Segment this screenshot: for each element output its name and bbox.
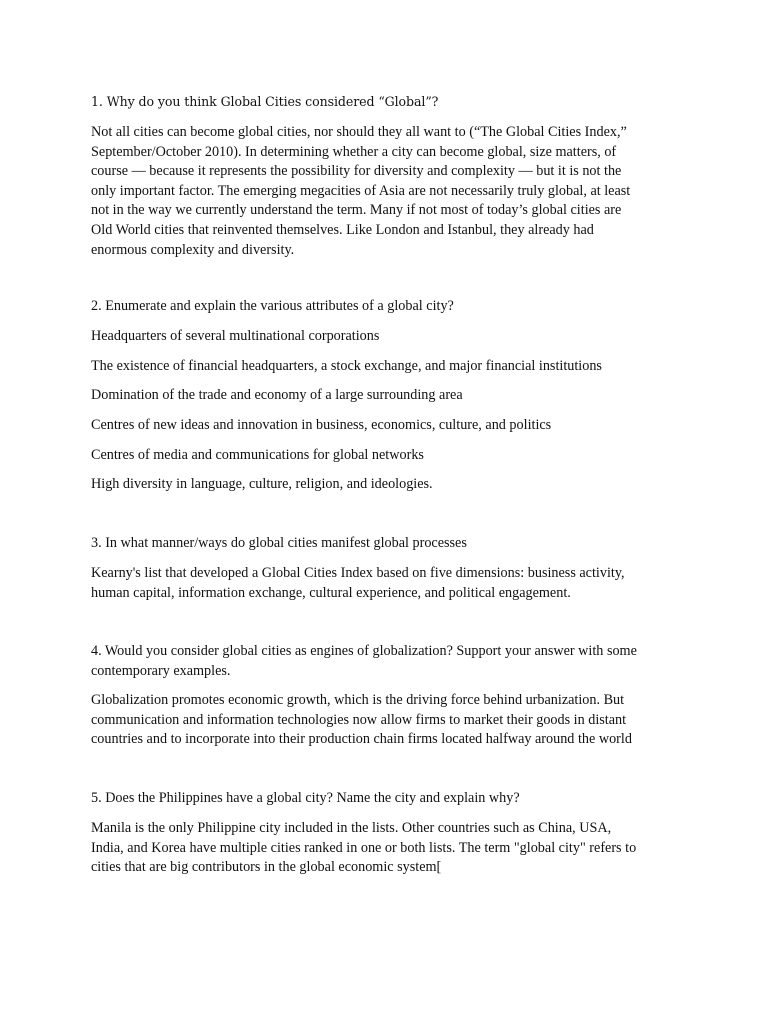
q3-answer-line: human capital, information exchange, cultural experience, and political engagement. bbox=[91, 584, 571, 601]
q3-title: 3. In what manner/ways do global cities manifest global processes bbox=[91, 535, 467, 551]
q2-attribute: The existence of financial headquarters, a stock exchange, and major financial institutions bbox=[91, 357, 602, 374]
q4-title-line: contemporary examples. bbox=[91, 662, 231, 679]
q2-attribute: Centres of new ideas and innovation in business, economics, culture, and politics bbox=[91, 417, 552, 433]
q1-answer-line: Old World cities that reinvented themselves. Like London and Istanbul, they already had bbox=[91, 222, 594, 238]
q5-title: 5. Does the Philippines have a global city? Name the city and explain why? bbox=[91, 790, 520, 806]
q3-answer-line: Kearny's list that developed a Global Cities Index based on five dimensions: business activity, bbox=[91, 565, 625, 581]
q5-answer-line: cities that are big contributors in the global economic system[ bbox=[91, 859, 442, 876]
q2-attribute: Domination of the trade and economy of a large surrounding area bbox=[91, 387, 463, 403]
q2-attribute: Centres of media and communications for global networks bbox=[91, 446, 424, 463]
q4-answer-line: countries and to incorporate into their production chain firms located halfway around the world bbox=[91, 731, 632, 748]
q5-answer-line: Manila is the only Philippine city included in the lists. Other countries such as China, USA, bbox=[91, 820, 612, 836]
q1-title: 1. Why do you think Global Cities considered “Global”? bbox=[91, 94, 439, 109]
q1-answer-line: September/October 2010). In determining whether a city can become global, size matters, of bbox=[91, 143, 617, 160]
q2-attribute: Headquarters of several multinational corporations bbox=[91, 328, 380, 344]
q1-answer-line: not in the way we currently understand the term. Many if not most of today’s global cities are bbox=[91, 202, 622, 219]
q1-answer-line: only important factor. The emerging megacities of Asia are not necessarily truly global, at least bbox=[91, 182, 631, 199]
q2-attribute: High diversity in language, culture, religion, and ideologies. bbox=[91, 476, 433, 492]
q1-answer-line: enormous complexity and diversity. bbox=[91, 241, 295, 258]
q1-answer-line: Not all cities can become global cities, nor should they all want to (“The Global Cities Index,” bbox=[91, 124, 627, 140]
q4-title-line: 4. Would you consider global cities as engines of globalization? Support your answer with some bbox=[91, 643, 637, 659]
q1-answer-line: course — because it represents the possibility for diversity and complexity — but it is not the bbox=[91, 163, 622, 180]
q2-title: 2. Enumerate and explain the various attributes of a global city? bbox=[91, 298, 454, 314]
q4-answer-line: Globalization promotes economic growth, which is the driving force behind urbanization. But bbox=[91, 692, 625, 708]
q5-answer-line: India, and Korea have multiple cities ranked in one or both lists. The term "global city" refers to bbox=[91, 839, 637, 856]
q4-answer-line: communication and information technologies now allow firms to market their goods in distant bbox=[91, 711, 627, 728]
